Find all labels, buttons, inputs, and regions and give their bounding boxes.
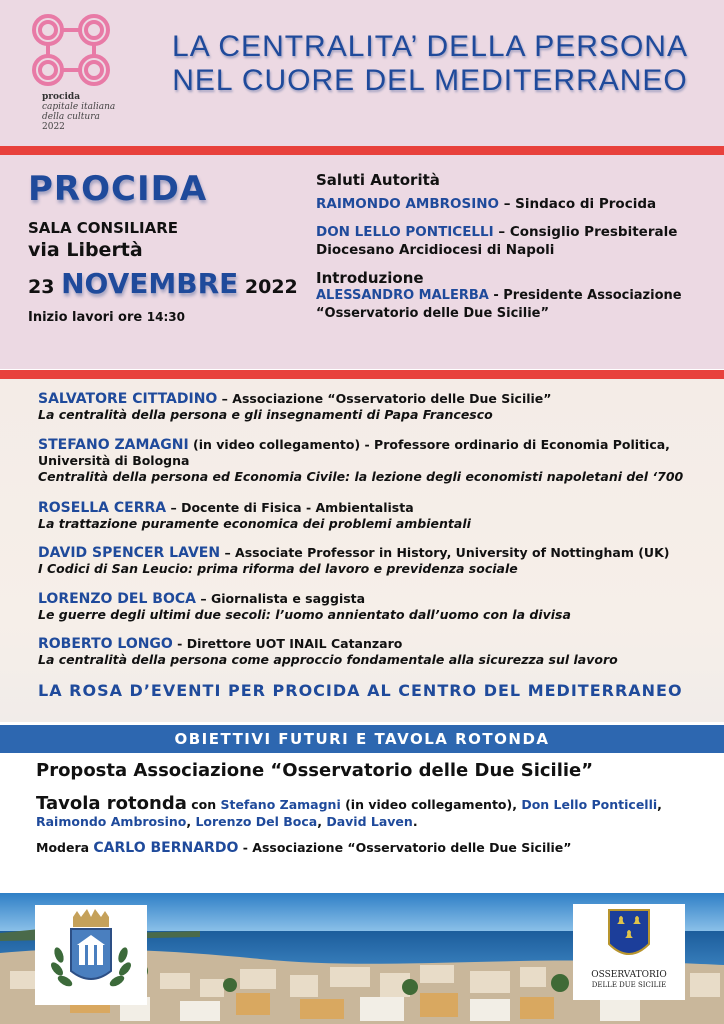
fleur-de-lis-shield-icon (573, 904, 685, 968)
talk-topic: La centralità della persona come approccio fondamentale alla sicurezza sul lavoro (38, 652, 618, 667)
red-divider (0, 146, 724, 155)
observatory-name (573, 970, 685, 990)
event-info (0, 155, 724, 369)
roundtable-label: Tavola rotonda (36, 793, 187, 814)
crown-icon (73, 909, 109, 927)
speaker-role: – Associazione “Osservatorio delle Due Sicilie” (217, 391, 552, 406)
priest-name: DON LELLO PONTICELLI (316, 224, 494, 240)
logo-caption-line: 2022 (42, 122, 65, 132)
closing-title: LA ROSA D’EVENTI PER PROCIDA AL CENTRO DEL MEDITERRANEO (38, 681, 683, 700)
talk-item (38, 391, 708, 423)
speaker-role: (in video collegamento) - Professore ordinario di Economia Politica, Università di Bologna (38, 437, 670, 468)
talk-topic: Centralità della persona ed Economia Civile: la lezione degli economisti napoletani del ‘700 (38, 469, 684, 484)
mayor-line (316, 195, 712, 213)
moderator-label: Modera (36, 840, 94, 855)
program (0, 379, 724, 722)
talk-item (38, 591, 708, 623)
roundtable-line (36, 795, 716, 830)
participant-name: Lorenzo Del Boca (195, 814, 318, 829)
logo-caption-line: capitale italiana (42, 102, 116, 112)
intro-role: - Presidente Associazione “Osservatorio delle Due Sicilie” (316, 288, 682, 321)
speaker-role: – Associate Professor in History, University of Nottingham (UK) (220, 545, 670, 560)
city-name: PROCIDA (28, 169, 208, 209)
roundtable-block (36, 760, 716, 856)
title-line-2: NEL CUORE DEL MEDITERRANEO (172, 64, 688, 97)
speaker-name: DAVID SPENCER LAVEN (38, 545, 221, 561)
speaker-name: ROSELLA CERRA (38, 500, 167, 516)
intro-name: ALESSANDRO MALERBA (316, 288, 489, 303)
page-title (150, 30, 710, 98)
separator: , (186, 814, 196, 829)
observatory-logo (573, 904, 685, 1000)
red-divider (0, 370, 724, 379)
talk-topic: Le guerre degli ultimi due secoli: l’uomo annientato dall’uomo con la divisa (38, 607, 571, 622)
date-day: 23 (28, 276, 55, 298)
logo-caption-line: procida (42, 92, 81, 102)
talk-item (38, 545, 708, 577)
talk-topic: La centralità della persona e gli insegnamenti di Papa Francesco (38, 407, 493, 422)
intro-line (316, 287, 712, 323)
priest-line (316, 223, 712, 259)
participant-note: (in video collegamento), (340, 797, 522, 812)
procida-knot-icon (26, 8, 116, 98)
participant-name: Raimondo Ambrosino (36, 814, 187, 829)
talk-item (38, 500, 708, 532)
observatory-name-line2: DELLE DUE SICILIE (591, 981, 667, 989)
speaker-role: – Giornalista e saggista (195, 591, 366, 606)
greetings-label: Saluti Autorità (316, 171, 440, 189)
start-label: Inizio lavori ore (28, 310, 143, 325)
speaker-role: - Direttore UOT INAIL Catanzaro (172, 636, 403, 651)
logo-caption-line: della cultura (42, 112, 100, 122)
date-year: 2022 (244, 276, 298, 298)
talk-topic: La trattazione puramente economica dei problemi ambientali (38, 516, 471, 531)
start-time-value: 14:30 (146, 310, 185, 324)
authorities-block (316, 171, 712, 323)
participant-name: David Laven (326, 814, 413, 829)
title-line-1: LA CENTRALITA’ DELLA PERSONA (172, 30, 688, 63)
participant-name: Stefano Zamagni (220, 797, 341, 812)
speaker-name: STEFANO ZAMAGNI (38, 437, 189, 453)
procida-municipal-crest (35, 905, 147, 1005)
separator: . (412, 814, 418, 829)
separator: , (317, 814, 327, 829)
talk-item (38, 437, 708, 485)
speaker-name: SALVATORE CITTADINO (38, 391, 218, 407)
priest-role: – Consiglio Presbiterale Diocesano Arcidiocesi di Napoli (316, 224, 678, 258)
moderator-name: CARLO BERNARDO (93, 840, 239, 856)
venue-block (28, 169, 298, 325)
moderator-role: - Associazione “Osservatorio delle Due Sicilie” (238, 840, 572, 855)
mayor-role: – Sindaco di Procida (499, 196, 657, 212)
venue-room: SALA CONSILIARE (28, 219, 179, 237)
talk-item (38, 636, 708, 668)
moderator-line (36, 840, 716, 856)
header (0, 0, 724, 146)
participant-name: Don Lello Ponticelli (521, 797, 658, 812)
event-date (28, 267, 298, 300)
logo-caption (42, 92, 115, 132)
start-time (28, 310, 298, 325)
intro-label: Introduzione (316, 269, 424, 287)
speaker-role: – Docente di Fisica - Ambientalista (166, 500, 414, 515)
talk-topic: I Codici di San Leucio: prima riforma del lavoro e previdenza sociale (38, 561, 518, 576)
separator: , (657, 797, 662, 812)
venue-street: via Libertà (28, 239, 143, 261)
speaker-name: ROBERTO LONGO (38, 636, 173, 652)
mayor-name: RAIMONDO AMBROSINO (316, 196, 500, 212)
date-month: NOVEMBRE (61, 267, 239, 300)
proposal-title: Proposta Associazione “Osservatorio delle Due Sicilie” (36, 760, 594, 781)
section-bar-future: OBIETTIVI FUTURI E TAVOLA ROTONDA (0, 725, 724, 753)
observatory-name-line1: OSSERVATORIO (591, 970, 667, 980)
roundtable-with: con (186, 797, 221, 812)
speaker-name: LORENZO DEL BOCA (38, 591, 196, 607)
